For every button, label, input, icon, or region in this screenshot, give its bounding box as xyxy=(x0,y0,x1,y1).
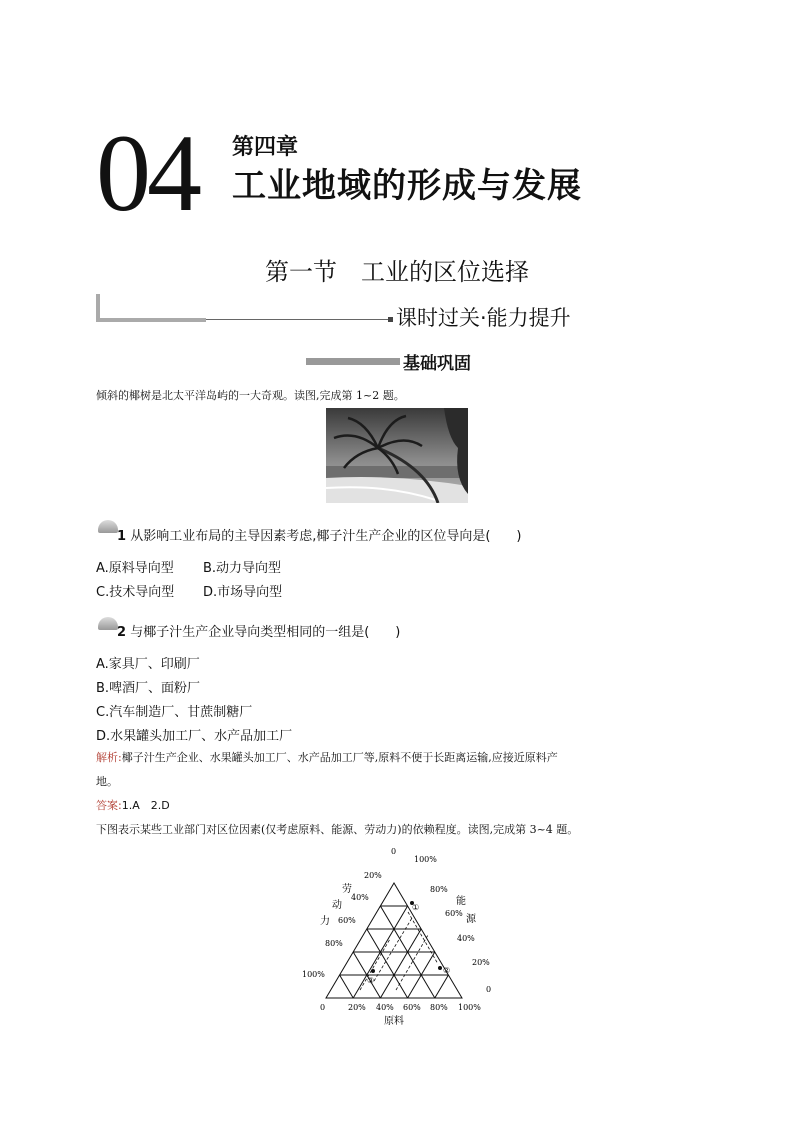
bottom-tick-100: 100% xyxy=(458,1003,481,1012)
section-title: 第一节 工业的区位选择 xyxy=(265,258,529,286)
q2-option-a: A.家具厂、印刷厂 xyxy=(96,657,200,672)
left-tick-60: 60% xyxy=(338,916,356,925)
ternary-diagram xyxy=(300,840,500,1030)
point-1-label: ① xyxy=(412,903,420,912)
axis-label-energy-2: 源 xyxy=(466,914,476,925)
left-tick-100: 100% xyxy=(302,970,325,979)
chapter-label: 第四章 xyxy=(232,135,299,160)
analysis-line-1: 解析:椰子汁生产企业、水果罐头加工厂、水产品加工厂等,原料不便于长距离运输,应接近原料产 xyxy=(96,751,558,764)
axis-label-material: 原料 xyxy=(384,1016,404,1027)
right-tick-40: 40% xyxy=(457,934,475,943)
bottom-tick-20: 20% xyxy=(348,1003,366,1012)
left-tick-80: 80% xyxy=(325,939,343,948)
intro-text-1: 倾斜的椰树是北太平洋岛屿的一大奇观。读图,完成第 1~2 题。 xyxy=(96,389,405,402)
analysis-line-2: 地。 xyxy=(96,775,118,788)
right-tick-20: 20% xyxy=(472,958,490,967)
answer-line: 答案:1.A 2.D xyxy=(96,799,170,812)
point-3-label: ③ xyxy=(367,976,375,985)
analysis-text-1: 椰子汁生产企业、水果罐头加工厂、水产品加工厂等,原料不便于长距离运输,应接近原料产 xyxy=(121,751,558,764)
question-1-number: 1 xyxy=(117,529,127,544)
right-tick-60: 60% xyxy=(445,909,463,918)
question-1 xyxy=(117,525,521,544)
analysis-label: 解析 xyxy=(96,751,118,764)
axis-label-labor-1: 劳 xyxy=(342,884,352,895)
question-marker-icon xyxy=(98,617,118,630)
right-tick-100: 100% xyxy=(414,855,437,864)
left-tick-40: 40% xyxy=(351,893,369,902)
chapter-number: 04 xyxy=(96,112,198,234)
bottom-tick-60: 60% xyxy=(403,1003,421,1012)
bottom-tick-0: 0 xyxy=(320,1003,326,1012)
banner-dot xyxy=(388,317,393,322)
axis-label-energy-1: 能 xyxy=(456,896,466,907)
question-marker-icon xyxy=(98,520,118,533)
question-2-number: 2 xyxy=(117,625,127,640)
q1-option-a: A.原料导向型 xyxy=(96,561,174,576)
banner-line xyxy=(206,319,388,320)
basic-bar xyxy=(306,358,400,365)
right-tick-80: 80% xyxy=(430,885,448,894)
q1-option-d: D.市场导向型 xyxy=(203,585,283,600)
right-tick-0: 0 xyxy=(486,985,492,994)
bottom-tick-80: 80% xyxy=(430,1003,448,1012)
axis-label-labor-3: 力 xyxy=(320,916,330,927)
intro-text-2: 下图表示某些工业部门对区位因素(仅考虑原料、能源、劳动力)的依赖程度。读图,完成第 3~4 题。 xyxy=(96,823,579,836)
top-tick-0: 0 xyxy=(391,847,397,856)
answer-text: 1.A 2.D xyxy=(121,799,170,812)
q2-option-d: D.水果罐头加工厂、水产品加工厂 xyxy=(96,729,293,744)
q2-option-b: B.啤酒厂、面粉厂 xyxy=(96,681,201,696)
chapter-title: 工业地域的形成与发展 xyxy=(232,166,582,206)
q1-option-c: C.技术导向型 xyxy=(96,585,175,600)
q1-option-b: B.动力导向型 xyxy=(203,561,282,576)
left-tick-20: 20% xyxy=(364,871,382,880)
point-2-label: ② xyxy=(443,966,451,975)
question-2 xyxy=(117,621,400,640)
palm-photo xyxy=(326,408,468,503)
banner-title: 课时过关·能力提升 xyxy=(396,306,571,330)
q2-option-c: C.汽车制造厂、甘蔗制糖厂 xyxy=(96,705,253,720)
axis-label-labor-2: 动 xyxy=(332,900,342,911)
answer-label: 答案 xyxy=(96,799,118,812)
bottom-tick-40: 40% xyxy=(376,1003,394,1012)
question-1-text: 从影响工业布局的主导因素考虑,椰子汁生产企业的区位导向是( ) xyxy=(130,529,522,544)
question-2-text: 与椰子汁生产企业导向类型相同的一组是( ) xyxy=(130,625,401,640)
banner-bracket xyxy=(96,294,206,322)
basic-title: 基础巩固 xyxy=(403,354,471,374)
